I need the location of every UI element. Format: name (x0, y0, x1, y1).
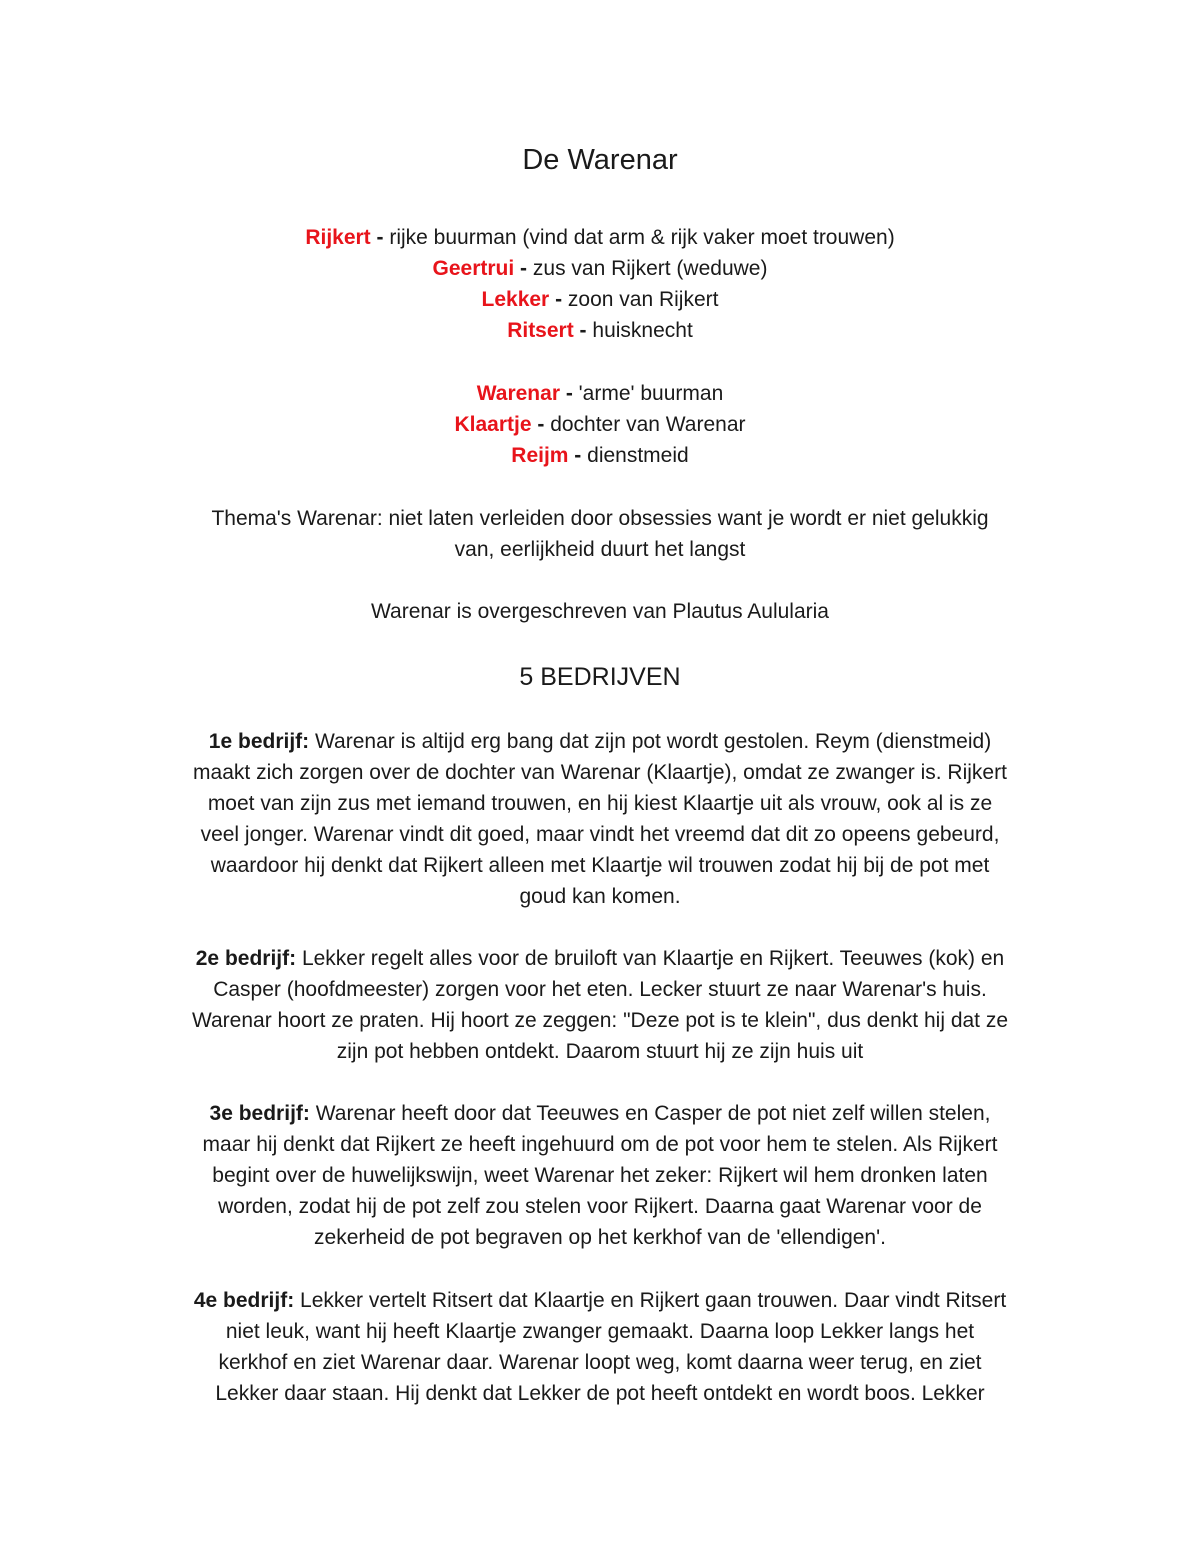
act-line: worden, zodat hij de pot zelf zou stelen voor Rijkert. Daarna gaat Warenar voor de (218, 1195, 982, 1218)
act-line: maakt zich zorgen over de dochter van Warenar (Klaartje), omdat ze zwanger is. Rijkert (193, 761, 1007, 784)
act-line: waardoor hij denkt dat Rijkert alleen met Klaartje wil trouwen zodat hij bij de pot met (210, 854, 990, 877)
character-description: rijke buurman (vind dat arm & rijk vaker moet trouwen) (389, 226, 895, 249)
act-paragraph-2 (140, 943, 1060, 1067)
character-description: 'arme' buurman (578, 382, 724, 405)
separator: - (370, 226, 390, 249)
character-entry (140, 409, 1060, 440)
act-line: moet van zijn zus met iemand trouwen, en hij kiest Klaartje uit als vrouw, ook al is ze (207, 792, 993, 815)
act-paragraph-1 (140, 726, 1060, 912)
character-entry (140, 253, 1060, 284)
themes-line: van, eerlijkheid duurt het langst (454, 538, 746, 561)
act-line: niet leuk, want hij heeft Klaartje zwanger gemaakt. Daarna loop Lekker langs het (225, 1320, 975, 1343)
character-description: dochter van Warenar (550, 413, 746, 436)
act-line: begint over de huwelijkswijn, weet Warenar het zeker: Rijkert wil hem dronken laten (212, 1164, 988, 1187)
character-entry (140, 284, 1060, 315)
character-name: Geertrui (432, 257, 515, 280)
act-line (140, 1098, 1060, 1129)
act-text: Lekker vertelt Ritsert dat Klaartje en Rijkert gaan trouwen. Daar vindt Ritsert (294, 1289, 1007, 1312)
act-label: 4e bedrijf: (193, 1289, 295, 1312)
character-name: Klaartje (454, 413, 532, 436)
character-entry (140, 440, 1060, 471)
act-line: zekerheid de pot begraven op het kerkhof van de 'ellendigen'. (314, 1226, 886, 1249)
act-text: Warenar is altijd erg bang dat zijn pot wordt gestolen. Reym (dienstmeid) (309, 730, 992, 753)
source-note-text: Warenar is overgeschreven van Plautus Aulularia (371, 600, 829, 623)
act-line: Lekker daar staan. Hij denkt dat Lekker de pot heeft ontdekt en wordt boos. Lekker (215, 1382, 985, 1405)
separator: - (560, 382, 579, 405)
act-line: Warenar hoort ze praten. Hij hoort ze zeggen: "Deze pot is te klein", dus denkt hij dat ze (191, 1009, 1009, 1032)
act-line (140, 726, 1060, 757)
act-label: 3e bedrijf: (209, 1102, 310, 1125)
character-entry (140, 315, 1060, 346)
character-entry (140, 378, 1060, 409)
character-description: zus van Rijkert (weduwe) (532, 257, 768, 280)
character-entry (140, 222, 1060, 253)
character-description: zoon van Rijkert (567, 288, 719, 311)
act-label: 1e bedrijf: (208, 730, 310, 753)
separator: - (531, 413, 551, 436)
themes-line: Thema's Warenar: niet laten verleiden door obsessies want je wordt er niet gelukkig (211, 507, 989, 530)
act-paragraph-3 (140, 1098, 1060, 1253)
character-list-rijkert (140, 222, 1060, 346)
character-name: Rijkert (305, 226, 371, 249)
act-line: Casper (hoofdmeester) zorgen voor het eten. Lecker stuurt ze naar Warenar's huis. (213, 978, 987, 1001)
act-line (140, 943, 1060, 974)
separator: - (573, 319, 593, 342)
act-text: Lekker regelt alles voor de bruiloft van Klaartje en Rijkert. Teeuwes (kok) en (296, 947, 1005, 970)
act-label: 2e bedrijf: (195, 947, 297, 970)
act-text: Warenar heeft door dat Teeuwes en Casper de pot niet zelf willen stelen, (309, 1102, 991, 1125)
act-line: zijn pot hebben ontdekt. Daarom stuurt hij ze zijn huis uit (336, 1040, 864, 1063)
character-list-warenar (140, 378, 1060, 471)
character-name: Lekker (481, 288, 550, 311)
separator: - (568, 444, 588, 467)
themes-paragraph (140, 503, 1060, 565)
act-line: maar hij denkt dat Rijkert ze heeft ingehuurd om de pot voor hem te stelen. Als Rijkert (202, 1133, 998, 1156)
separator: - (549, 288, 568, 311)
act-line: veel jonger. Warenar vindt dit goed, maar vindt het vreemd dat dit zo opeens gebeurd, (200, 823, 1000, 846)
act-paragraph-4 (140, 1285, 1060, 1409)
character-name: Warenar (476, 382, 560, 405)
act-line: goud kan komen. (519, 885, 681, 908)
separator: - (514, 257, 533, 280)
source-note (140, 596, 1060, 627)
section-heading: 5 BEDRIJVEN (519, 663, 681, 691)
character-name: Ritsert (507, 319, 574, 342)
act-line: kerkhof en ziet Warenar daar. Warenar loopt weg, komt daarna weer terug, en ziet (218, 1351, 982, 1374)
document-title: De Warenar (522, 144, 678, 176)
character-name: Reijm (511, 444, 569, 467)
act-line (140, 1285, 1060, 1316)
character-description: huisknecht (592, 319, 693, 342)
character-description: dienstmeid (587, 444, 689, 467)
